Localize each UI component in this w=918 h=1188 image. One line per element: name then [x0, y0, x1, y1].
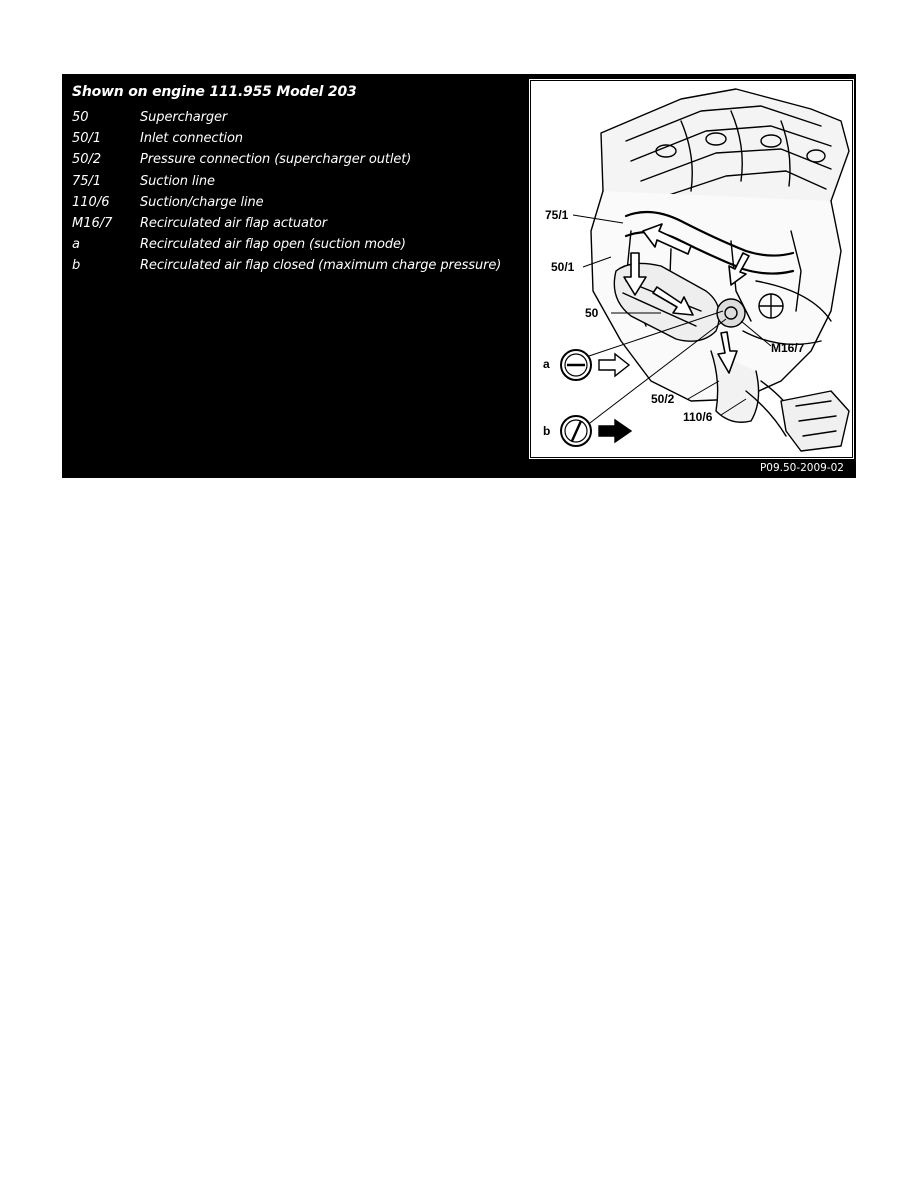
figure-panel — [62, 74, 856, 478]
callout-b: b — [543, 424, 551, 438]
legend-code: a — [72, 237, 80, 253]
legend-item — [72, 213, 532, 234]
engine-illustration — [530, 80, 853, 458]
callout-110-6: 110/6 — [683, 410, 713, 424]
legend-item — [72, 234, 532, 255]
callout-a: a — [543, 357, 550, 371]
legend-title: Shown on engine 111.955 Model 203 — [72, 84, 357, 100]
legend-code: M16/7 — [72, 215, 113, 231]
callout-50-1: 50/1 — [551, 260, 575, 274]
engine-drawing — [531, 81, 852, 457]
legend-description: Recirculated air flap open (suction mode) — [140, 237, 406, 253]
legend-description: Suction/charge line — [140, 194, 264, 210]
legend-code: 110/6 — [72, 194, 110, 210]
legend-description: Inlet connection — [140, 131, 243, 147]
figure-id: P09.50-2009-02 — [759, 462, 844, 474]
legend-code: 50/1 — [72, 131, 102, 147]
legend-code: 75/1 — [72, 173, 102, 189]
legend-item — [72, 192, 532, 213]
legend-description: Supercharger — [140, 110, 228, 125]
legend-code: b — [72, 258, 81, 274]
legend-item — [72, 128, 532, 149]
legend-description: Pressure connection (supercharger outlet) — [140, 152, 412, 168]
callout-m16-7: M16/7 — [771, 341, 805, 355]
legend-description: Recirculated air flap actuator — [140, 215, 327, 231]
legend-item — [72, 107, 532, 128]
legend-description: Recirculated air flap closed (maximum charge pressure) — [140, 258, 502, 274]
callout-75-1: 75/1 — [545, 208, 569, 222]
legend-list — [72, 107, 532, 277]
flap-closed-symbol — [561, 416, 631, 446]
callout-50: 50 — [585, 306, 599, 320]
callout-50-2: 50/2 — [651, 392, 675, 406]
legend-item — [72, 149, 532, 170]
legend-code: 50/2 — [72, 152, 102, 168]
legend-code: 50 — [72, 110, 89, 125]
legend-item — [72, 255, 532, 276]
legend-description: Suction line — [140, 173, 215, 189]
legend-item — [72, 171, 532, 192]
